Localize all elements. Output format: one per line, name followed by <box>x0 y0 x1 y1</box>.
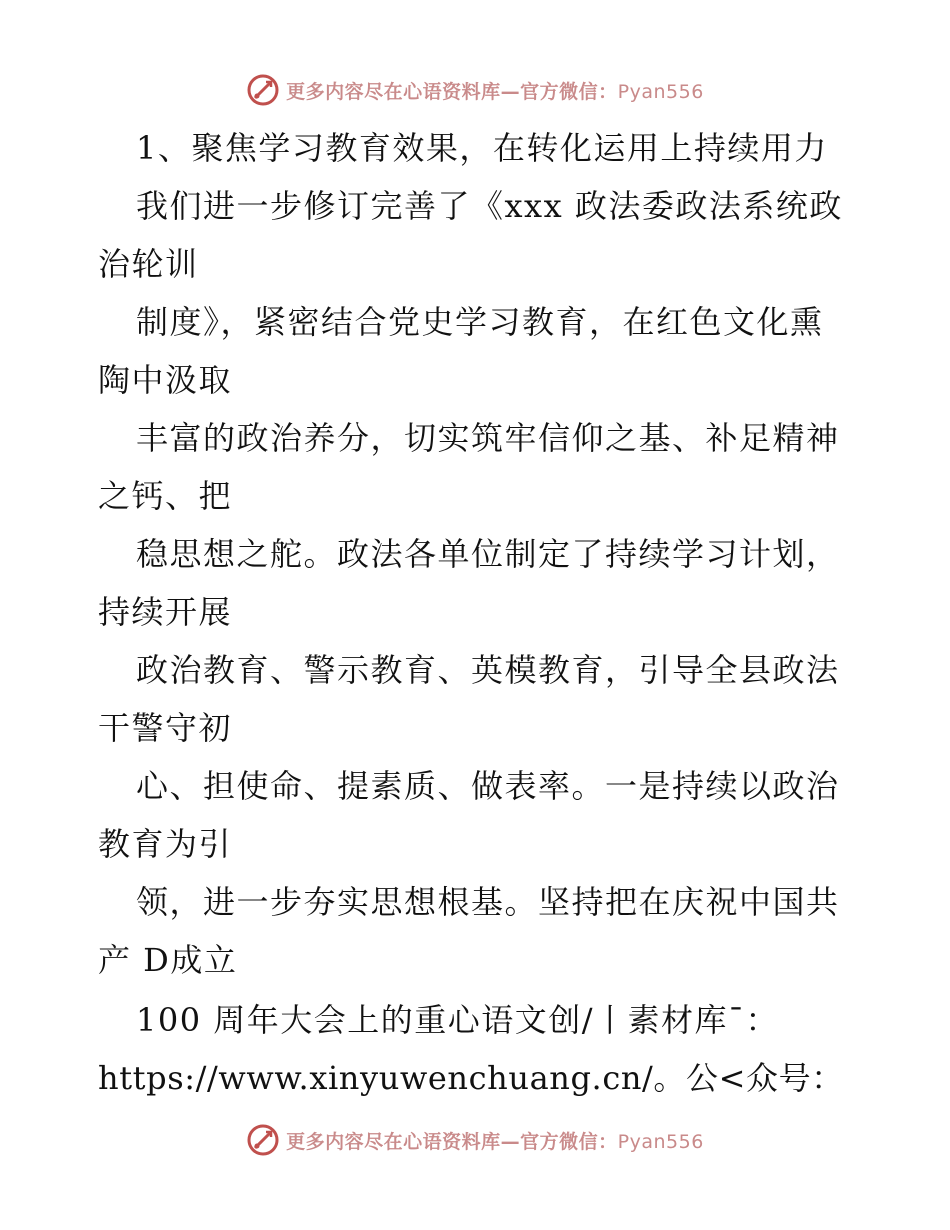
body-line: 稳思想之舵。政法各单位制定了持续学习计划， <box>136 535 840 573</box>
body-line: 陶中汲取 <box>98 361 233 399</box>
body-line: 1、聚焦学习教育效果，在转化运用上持续用力 <box>136 129 828 167</box>
body-line: 教育为引 <box>98 825 233 863</box>
body-line: 干警守初 <box>98 709 233 747</box>
body-line: 丰富的政治养分，切实筑牢信仰之基、补足精神 <box>136 419 840 457</box>
body-line: 制度》，紧密结合党史学习教育，在红色文化熏 <box>136 303 824 341</box>
watermark-text <box>286 77 704 104</box>
body-line: 治轮训 <box>98 245 199 283</box>
body-line: 我们进一步修订完善了《xxx 政法委政法系统政 <box>136 187 843 225</box>
watermark-text <box>286 1127 704 1154</box>
watermark-label: 更多内容尽在心语资料库—官方微信： <box>286 80 618 103</box>
body-line: 领，进一步夯实思想根基。坚持把在庆祝中国共 <box>136 883 840 921</box>
body-line: 之钙、把 <box>98 477 233 515</box>
body-line-url: https://www.xinyuwenchuang.cn/。公<众号： <box>98 1059 844 1097</box>
body-line: 产 D成立 <box>98 941 238 979</box>
body-line: 100 周年大会上的重心语文创/丨素材库¯： <box>136 1001 780 1039</box>
body-line: 持续开展 <box>98 593 233 631</box>
watermark-wechat-id: Pyan556 <box>617 1130 704 1153</box>
watermark-label: 更多内容尽在心语资料库—官方微信： <box>286 1130 618 1153</box>
header-watermark <box>0 70 950 110</box>
quill-logo-icon <box>246 73 280 107</box>
footer-watermark <box>0 1120 950 1160</box>
quill-logo-icon <box>246 1123 280 1157</box>
watermark-wechat-id: Pyan556 <box>617 80 704 103</box>
body-line: 政治教育、警示教育、英模教育，引导全县政法 <box>136 651 840 689</box>
body-line: 心、担使命、提素质、做表率。一是持续以政治 <box>136 767 840 805</box>
